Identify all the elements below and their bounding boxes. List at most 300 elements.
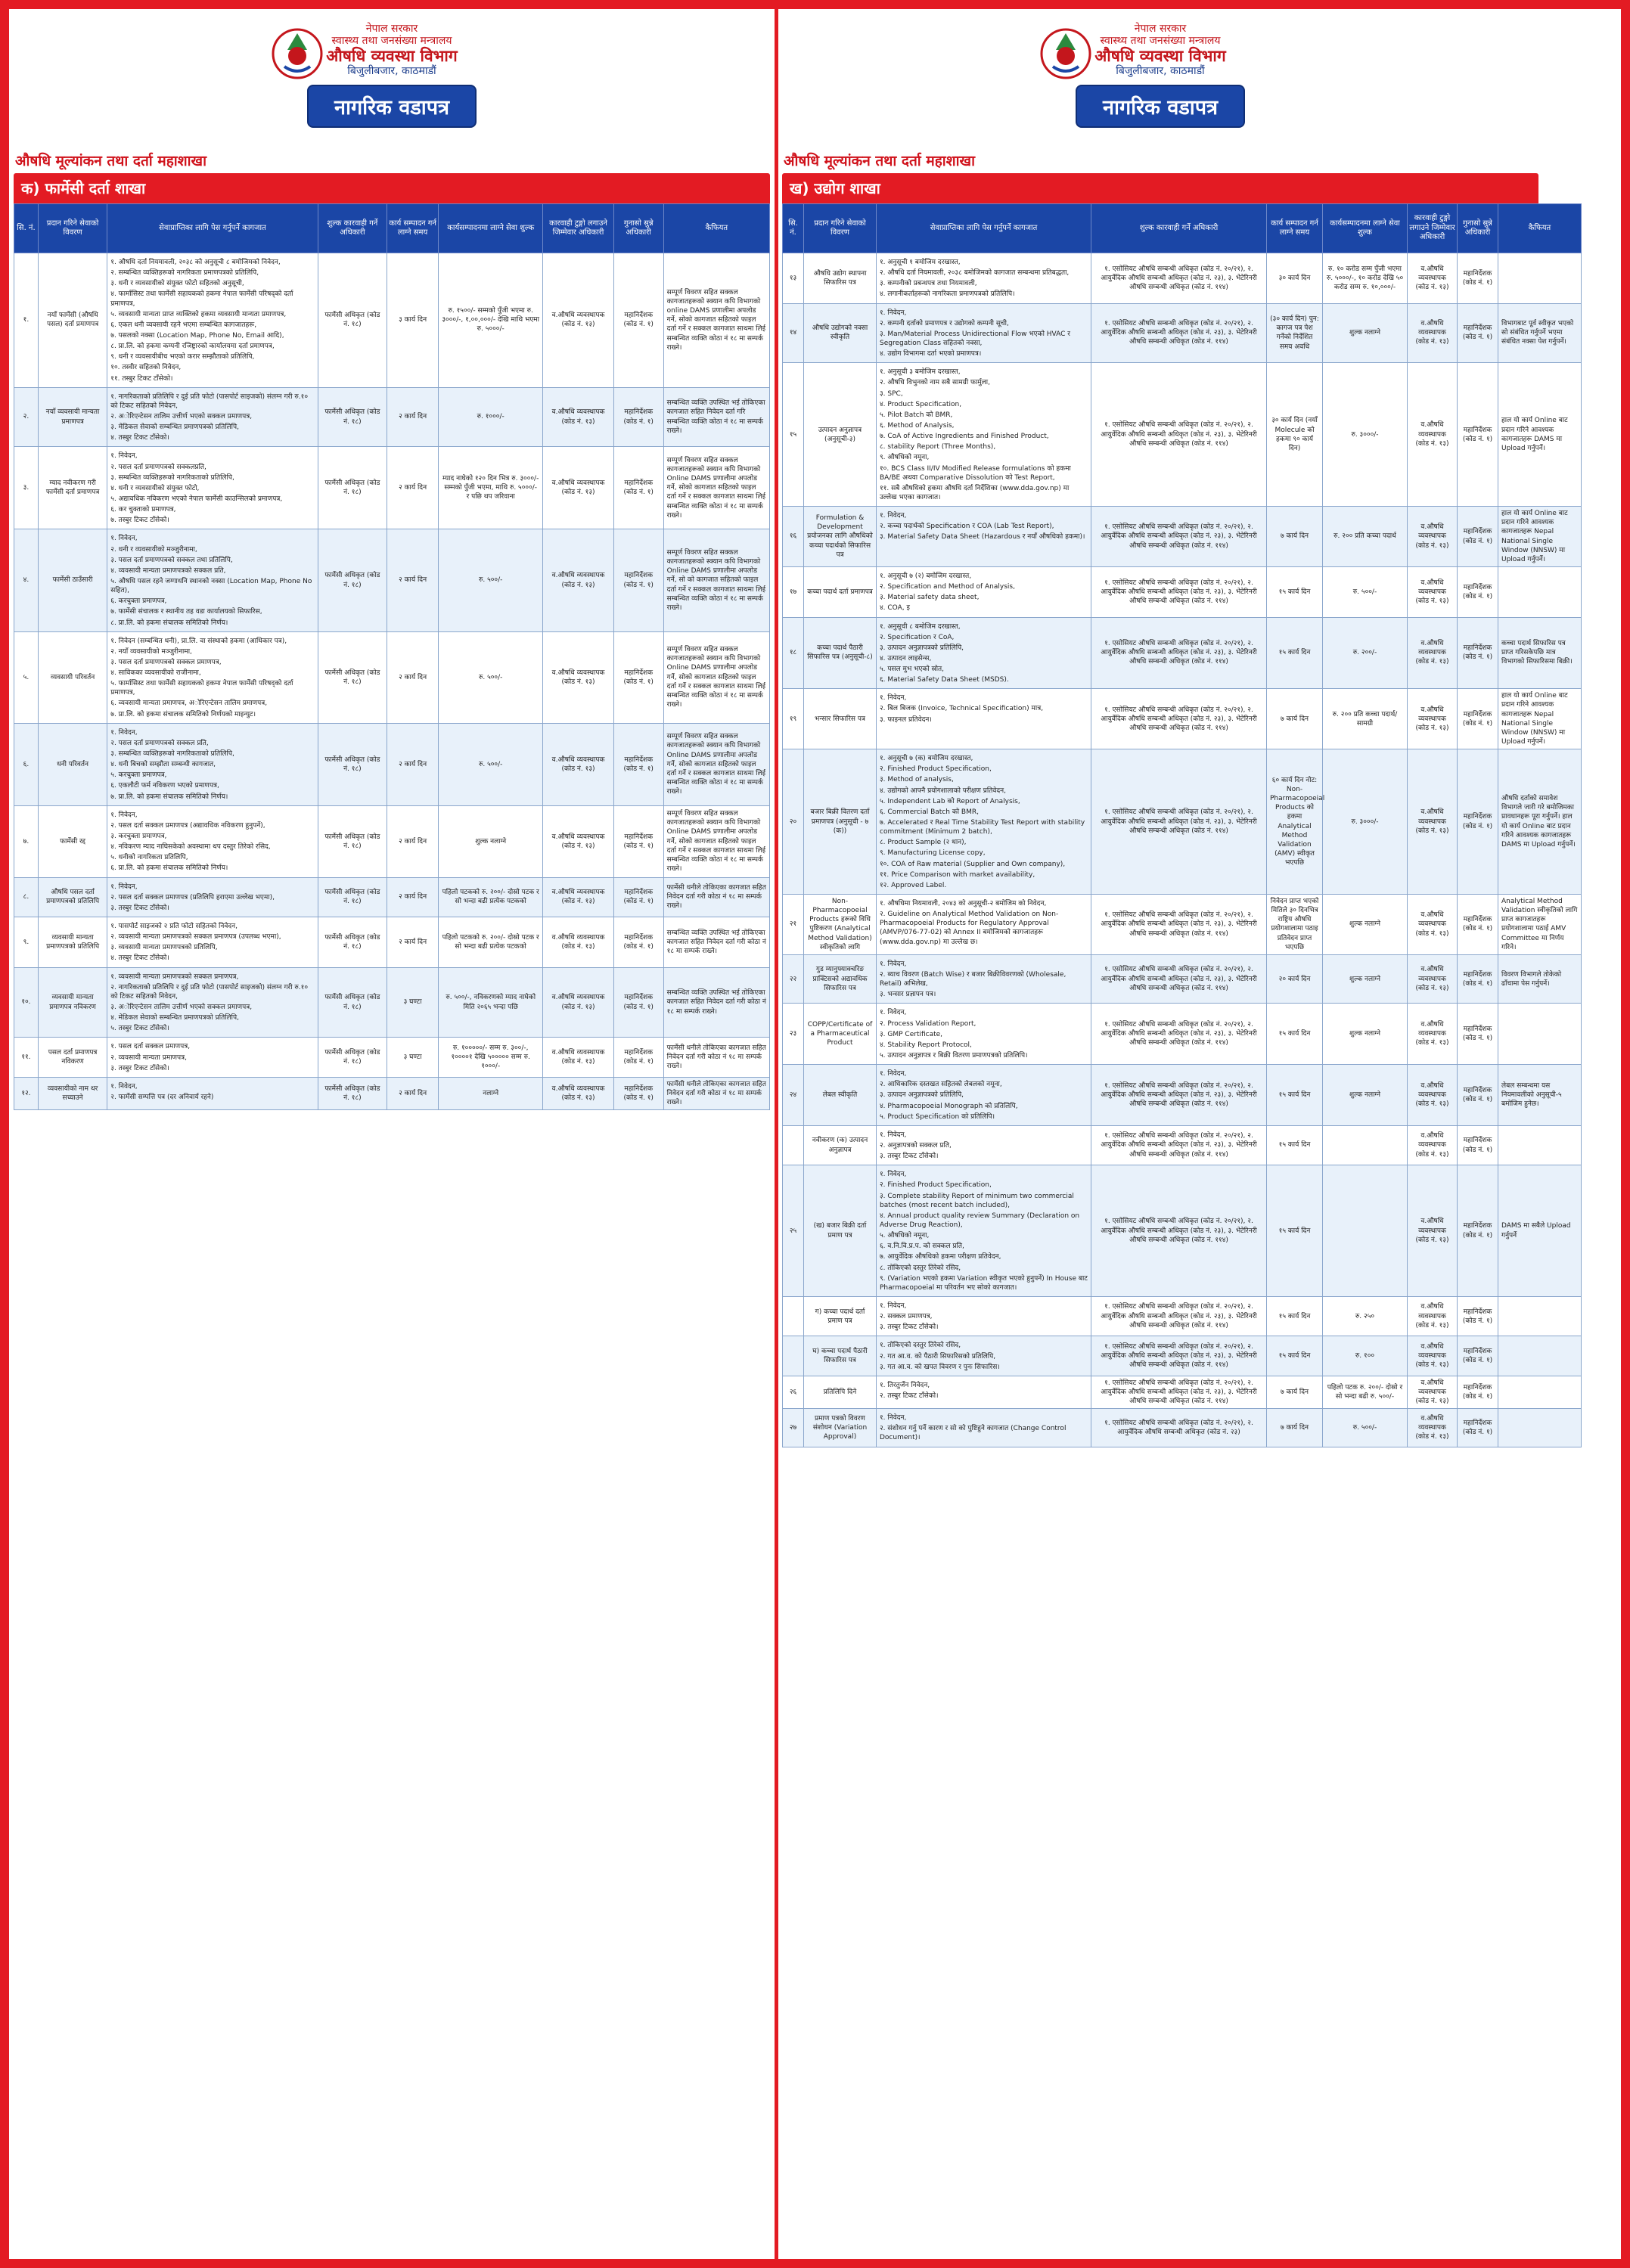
cell-remarks <box>1498 1125 1582 1165</box>
cell-sn: १२. <box>14 1077 39 1109</box>
cell-sn: ९. <box>14 917 39 968</box>
cell-sn: ५. <box>14 631 39 723</box>
cell-fee: रु. ५००/- <box>1323 566 1408 617</box>
doc-item: ४. Product Specification, <box>880 400 962 408</box>
cell-grievance: महानिर्देशक (कोड नं. १) <box>1458 303 1498 363</box>
ministry-name: स्वास्थ्य तथा जनसंख्या मन्त्रालय <box>331 35 452 48</box>
doc-item: २. Guideline on Analytical Method Validation on Non-Pharmacopoeial Products for Regulatory Approval (AMVP/076-77-02) को Annex II बमोजिमको कागजातहरू (www.dda.gov.np) मा उल्लेख छ। <box>880 911 1059 946</box>
doc-item: २. तस्बुर टिकट टाँसेको। <box>880 1392 939 1400</box>
doc-item: १. निवेदन (सम्बन्धित धनी), प्रा.लि. वा संस्थाको हकमा (आधिकार पत्र), <box>110 637 287 645</box>
doc-item: २. पसल दर्ता सक्कल प्रमाणपत्र (अद्यावधिक नविकरण हुनुपर्ने), <box>110 821 265 830</box>
doc-item: १०. COA of Raw material (Supplier and Own company), <box>880 860 1066 868</box>
doc-item: ६. कर चुक्ताको प्रमाणपत्र, <box>110 506 176 514</box>
cell-resp: व.औषधि व्यवस्थापक (कोड नं. १३) <box>1408 1296 1458 1336</box>
table-row <box>783 1165 1582 1297</box>
cell-docs <box>107 967 318 1038</box>
doc-item: ३. पसल दर्ता प्रमाणपत्रको सक्कल प्रमाणपत्र, <box>110 658 222 666</box>
right-panel <box>782 9 1578 2259</box>
cell-officer: १. एसोसियट औषधि सम्बन्धी अधिकृत (कोड नं. २०/२१), २. आयुर्वेदिक औषधि सम्बन्धी अधिकृत (कोड नं. २३) <box>1091 1409 1267 1447</box>
cell-officer: १. एसोसियट औषधि सम्बन्धी अधिकृत (कोड नं. २०/२१), २. आयुर्वेदिक औषधि सम्बन्धी अधिकृत (कोड नं. २३), ३. भेटेरिनरी औषधि सम्बन्धी अधिकृत (कोड नं. ११४) <box>1091 749 1267 895</box>
doc-item: १. अनुसूची ८ बमोजिम दरखास्त, <box>880 622 961 631</box>
doc-item: २. संशोधन गर्नु पर्ने कारण र सो को पुष्टिहुने कागजात (Change Control Document)। <box>880 1425 1066 1442</box>
cell-resp: व.औषधि व्यवस्थापक (कोड नं. १३) <box>1408 253 1458 304</box>
cell-grievance: महानिर्देशक (कोड नं. १) <box>1458 749 1498 895</box>
doc-item: १. निवेदन, <box>110 728 138 737</box>
cell-officer: फार्मेसी अधिकृत (कोड नं. १८) <box>318 967 387 1038</box>
cell-sn: ८. <box>14 877 39 917</box>
cell-docs <box>107 387 318 447</box>
cell-sn: २३ <box>783 1004 804 1065</box>
doc-item: २. नागरिकताको प्रतिलिपि र दुई प्रति फोटो (पासपोर्ट साइजको) संलग्न गरी रु.१० को टिकट सहितको निवेदन, <box>110 983 309 1001</box>
doc-item: ८. प्रा.लि. को हकमा कम्पनी रजिष्ट्रारको कार्यालयमा दर्ता प्रमाणपत्र, <box>110 343 275 351</box>
table-row <box>783 363 1582 507</box>
doc-item: ४. नविकरण म्याद नाघिसकेको अवस्थामा थप दस्तुर तिरेको रसिद, <box>110 843 271 852</box>
column-header: गुनासो सुन्ने अधिकारी <box>1458 204 1498 253</box>
cell-remarks: फार्मेसी धनीले तोकिएका कागजात सहित निवेदन दर्ता गरी कोठा नं १८ मा सम्पर्क राख्ने। <box>663 1077 769 1109</box>
doc-item: ५. अद्यावधिक नविकरण भएको नेपाल फार्मेसी काउन्सिलको प्रमाणपत्र, <box>110 495 283 503</box>
doc-item: ५. फार्मासिस्ट तथा फार्मेसी सहायकको हकमा नेपाल फार्मेसी परिषद्को दर्ता प्रमाणपत्र, <box>110 680 293 697</box>
table-row <box>14 967 770 1038</box>
cell-service: धनी परिवर्तन <box>38 723 107 805</box>
cell-grievance: महानिर्देशक (कोड नं. १) <box>613 917 663 968</box>
department-name: औषधि व्यवस्था विभाग <box>326 47 458 66</box>
doc-item: ३. तस्बुर टिकट टाँसेको। <box>880 1153 939 1161</box>
cell-time: १५ कार्य दिन <box>1267 1296 1323 1336</box>
doc-item: ३. Man/Material Process Unidirectional Flow भएको HVAC र Segregation Class सहितको नक्सा, <box>880 330 1070 347</box>
doc-item: २. ब्याच विवरण (Batch Wise) र बजार बिक्रीविवरणको (Wholesale, Retail) अभिलेख, <box>880 971 1066 988</box>
doc-item: ३. Material safety data sheet, <box>880 594 980 602</box>
cell-remarks: हाल यो कार्य Online बाट प्रदान गरिने आवश्यक कागजातहरू Nepal National Single Window (NNSW) मा Upload गर्नुपर्ने। <box>1498 689 1582 749</box>
doc-item: ५. Independent Lab को Report of Analysis, <box>880 797 1020 805</box>
column-header: कारवाही टुङ्गो लगाउने जिम्मेवार अधिकारी <box>1408 204 1458 253</box>
doc-item: २. Specification and Method of Analysis, <box>880 583 1015 591</box>
cell-docs <box>877 895 1091 955</box>
left-panel <box>14 9 770 2259</box>
cell-officer: १. एसोसियट औषधि सम्बन्धी अधिकृत (कोड नं. २०/२१), २. आयुर्वेदिक औषधि सम्बन्धी अधिकृत (कोड नं. २३), ३. भेटेरिनरी औषधि सम्बन्धी अधिकृत (कोड नं. ११४) <box>1091 1125 1267 1165</box>
cell-officer: फार्मेसी अधिकृत (कोड नं. १८) <box>318 1077 387 1109</box>
doc-item: २. धनी र व्यवसायीको मञ्जुरीनामा, <box>110 545 197 554</box>
table-row <box>783 954 1582 1004</box>
cell-time: २ कार्य दिन <box>387 1077 439 1109</box>
division-title: औषधि मूल्यांकन तथा दर्ता महाशाखा <box>784 153 976 169</box>
cell-grievance: महानिर्देशक (कोड नं. १) <box>1458 1296 1498 1336</box>
cell-resp: व.औषधि व्यवस्थापक (कोड नं. १३) <box>1408 1409 1458 1447</box>
cell-grievance: महानिर्देशक (कोड नं. १) <box>1458 1336 1498 1376</box>
cell-sn: २० <box>783 749 804 895</box>
column-header: कार्यसम्पादनमा लाग्ने सेवा शुल्क <box>439 204 543 253</box>
nepal-emblem-icon <box>1039 27 1092 80</box>
doc-item: ४. लगानीकर्ताहरूको नागरिकता प्रमाणपत्रको प्रतिलिपि। <box>880 290 1015 299</box>
doc-item: ८. तोकिएको दस्तुर तिरेको रसिद, <box>880 1264 961 1272</box>
doc-item: ६. प्रा.लि. को हकमा संचालक समितिको निर्णय। <box>110 864 228 873</box>
cell-grievance: महानिर्देशक (कोड नं. १) <box>613 1038 663 1077</box>
table-row <box>783 507 1582 567</box>
cell-officer: फार्मेसी अधिकृत (कोड नं. १८) <box>318 387 387 447</box>
cell-sn: ११. <box>14 1038 39 1077</box>
doc-item: ३. कम्पनीको प्रबन्धपत्र तथा नियमावली, <box>880 280 977 288</box>
table-row <box>783 253 1582 304</box>
doc-item: ३. उत्पादन अनुज्ञापत्रको प्रतिलिपि, <box>880 644 964 652</box>
cell-time: ७ कार्य दिन <box>1267 1409 1323 1447</box>
column-header: प्रदान गरिने सेवाको विवरण <box>804 204 877 253</box>
doc-item: २. आधिकारिक दस्तखत सहितको लेबलको नमूना, <box>880 1081 1002 1089</box>
doc-item: ३. फाइनल प्रतिवेदन। <box>880 715 932 724</box>
cell-remarks: सम्बन्धित व्यक्ति उपस्थित भई तोकिएका कागजात सहित निवेदन दर्ता गरी कोठा नं १८ मा सम्पर्क राख्ने। <box>663 917 769 968</box>
doc-item: १. निवेदन, <box>880 1131 907 1139</box>
doc-item: ४. मेडिकल सेवाको सम्बन्धित प्रमाणपत्रको प्रतिलिपि, <box>110 1014 239 1022</box>
cell-docs <box>107 1038 318 1077</box>
cell-officer: १. एसोसियट औषधि सम्बन्धी अधिकृत (कोड नं. २०/२१), २. आयुर्वेदिक औषधि सम्बन्धी अधिकृत (कोड नं. २३), ३. भेटेरिनरी औषधि सम्बन्धी अधिकृत (कोड नं. ११४) <box>1091 617 1267 689</box>
industry-services-table <box>782 203 1582 1447</box>
cell-grievance: महानिर्देशक (कोड नं. १) <box>1458 1065 1498 1126</box>
cell-docs <box>877 1004 1091 1065</box>
table-row <box>783 1065 1582 1126</box>
cell-fee: शुल्क नलाग्ने <box>1323 303 1408 363</box>
doc-item: १. निवेदन, <box>110 883 138 891</box>
cell-time: २ कार्य दिन <box>387 917 439 968</box>
cell-officer: १. एसोसियट औषधि सम्बन्धी अधिकृत (कोड नं. २०/२१), २. आयुर्वेदिक औषधि सम्बन्धी अधिकृत (कोड नं. २३), ३. भेटेरिनरी औषधि सम्बन्धी अधिकृत (कोड नं. ११४) <box>1091 895 1267 955</box>
cell-remarks: सम्पूर्ण विवरण सहित सक्कल कागजातहरूको स्क्यान कपि विभागको Online DAMS प्रणालीमा अपलोड गर्ने, सोको कागजात सहितको फाइल दर्ता गर्ने र सक्कल कागजात साथमा लिई सम्बन्धित व्यक्ति कोठा नं १८ मा सम्पर्क राख्ने। <box>663 723 769 805</box>
doc-item: ३. धनी र व्यवसायीको संयुक्त फोटो सहितको अनुसूची, <box>110 280 244 288</box>
cell-grievance: महानिर्देशक (कोड नं. १) <box>1458 1376 1498 1408</box>
doc-item: २. अनुज्ञापत्रको सक्कल प्रति, <box>880 1141 952 1150</box>
cell-docs <box>107 877 318 917</box>
doc-item: ४. उद्योगको आफ्नै प्रयोगशालाको परीक्षण प्रतिवेदन, <box>880 787 1006 795</box>
cell-remarks: सम्पूर्ण विवरण सहित सक्कल कागजातहरूको स्क्यान कपि विभागको online DAMS प्रणालीमा अपलोड गर्ने, सोको कागजात सहितको फाइल दर्ता गर्ने र सक्कल कागजात साथमा लिई सम्बन्धित व्यक्ति कोठा नं १८ मा सम्पर्क राख्ने। <box>663 253 769 388</box>
cell-officer: १. एसोसियट औषधि सम्बन्धी अधिकृत (कोड नं. २०/२१), २. आयुर्वेदिक औषधि सम्बन्धी अधिकृत (कोड नं. २३), ३. भेटेरिनरी औषधि सम्बन्धी अधिकृत (कोड नं. ११४) <box>1091 1065 1267 1126</box>
table-row <box>14 1077 770 1109</box>
cell-docs <box>107 723 318 805</box>
cell-docs <box>107 1077 318 1109</box>
cell-grievance: महानिर्देशक (कोड नं. १) <box>613 253 663 388</box>
cell-service: प्रमाण पत्रको विवरण संशोधन (Variation Approval) <box>804 1409 877 1447</box>
cell-remarks: Analytical Method Validation स्वीकृतिको लागि प्राप्त कागजातहरू प्रयोगशालामा पठाई AMV Committee मा निर्णय गरिने। <box>1498 895 1582 955</box>
cell-docs <box>877 1125 1091 1165</box>
cell-officer: फार्मेसी अधिकृत (कोड नं. १८) <box>318 253 387 388</box>
doc-item: ७. आयुर्वेदिक औषधिको हकमा परीक्षण प्रतिवेदन, <box>880 1253 1001 1261</box>
cell-service: लेबल स्वीकृति <box>804 1065 877 1126</box>
cell-remarks: विवरण विभागले तोकेको ढाँचामा पेस गर्नुपर्ने। <box>1498 954 1582 1004</box>
doc-item: २. पसल दर्ता प्रमाणपत्रको सक्कलप्रति, <box>110 463 206 471</box>
cell-fee: शुल्क नलाग्ने <box>1323 954 1408 1004</box>
cell-fee: रु. ५००/- <box>1323 1409 1408 1447</box>
doc-item: ४. साविकका व्यवसायीको राजीनामा, <box>110 669 201 678</box>
cell-fee: पहिलो पटकको रु. २००/- दोस्रो पटक र सो भन्दा बढी प्रत्येक पटकको <box>439 917 543 968</box>
cell-docs <box>877 1065 1091 1126</box>
cell-time: १५ कार्य दिन <box>1267 1065 1323 1126</box>
cell-officer: फार्मेसी अधिकृत (कोड नं. १८) <box>318 1038 387 1077</box>
doc-item: ४. उत्पादन लाइसेन्स, <box>880 654 932 662</box>
column-header: सि. नं. <box>14 204 39 253</box>
ministry-name: स्वास्थ्य तथा जनसंख्या मन्त्रालय <box>1100 35 1221 48</box>
charter-title: नागरिक वडापत्र <box>307 85 477 128</box>
cell-resp: व.औषधि व्यवस्थापक (कोड नं. १३) <box>543 917 614 968</box>
cell-fee: रु. १०००/- <box>439 387 543 447</box>
nepal-emblem-icon <box>271 27 324 80</box>
doc-item: ६. Material Safety Data Sheet (MSDS). <box>880 676 1009 684</box>
cell-time: (३० कार्य दिन) पुन: कागज पत्र पेश गर्नेको निर्देशित समय अवधि <box>1267 303 1323 363</box>
cell-time: १५ कार्य दिन <box>1267 1125 1323 1165</box>
cell-service: गुड म्यानुफ्याक्चरिङ प्राक्टिसको अद्यावधिक सिफारिस पत्र <box>804 954 877 1004</box>
cell-docs <box>877 303 1091 363</box>
cell-resp: व.औषधि व्यवस्थापक (कोड नं. १३) <box>1408 1004 1458 1065</box>
doc-item: २. कम्पनी दर्ताको प्रमाणपत्र र उद्योगको कम्पनी सूची, <box>880 319 1009 327</box>
cell-service: औषधि पसल दर्ता प्रमाणपत्रको प्रतिलिपि <box>38 877 107 917</box>
cell-fee: शुल्क नलाग्ने <box>1323 1065 1408 1126</box>
table-header <box>14 204 770 253</box>
table-row <box>14 253 770 388</box>
cell-grievance: महानिर्देशक (कोड नं. १) <box>1458 1125 1498 1165</box>
cell-service: नयाँ फार्मेसी (औषधि पसल) दर्ता प्रमाणपत्र <box>38 253 107 388</box>
cell-sn: १८ <box>783 617 804 689</box>
cell-officer: १. एसोसियट औषधि सम्बन्धी अधिकृत (कोड नं. २०/२१), २. आयुर्वेदिक औषधि सम्बन्धी अधिकृत (कोड नं. २३), ३. भेटेरिनरी औषधि सम्बन्धी अधिकृत (कोड नं. ११४) <box>1091 1165 1267 1297</box>
doc-item: १. अनुसूची ७ (क) बमोजिम दरखास्त, <box>880 755 973 763</box>
cell-service: Formulation & Development प्रयोजनका लागि औषधिको कच्चा पदार्थको सिफारिस पत्र <box>804 507 877 567</box>
cell-officer: १. एसोसियट औषधि सम्बन्धी अधिकृत (कोड नं. २०/२१), २. आयुर्वेदिक औषधि सम्बन्धी अधिकृत (कोड नं. २३), ३. भेटेरिनरी औषधि सम्बन्धी अधिकृत (कोड नं. ११४) <box>1091 507 1267 567</box>
cell-sn: ६. <box>14 723 39 805</box>
doc-item: २. फार्मेसी सम्पत्ति पत्र (दर अनिवार्य रहने) <box>110 1093 214 1101</box>
cell-officer: १. एसोसियट औषधि सम्बन्धी अधिकृत (कोड नं. २०/२१), २. आयुर्वेदिक औषधि सम्बन्धी अधिकृत (कोड नं. २३), ३. भेटेरिनरी औषधि सम्बन्धी अधिकृत (कोड नं. ११४) <box>1091 1336 1267 1376</box>
doc-item: ३. सम्बन्धित व्यक्तिहरूको नागरिकताको प्रतिलिपि, <box>110 750 234 759</box>
cell-grievance: महानिर्देशक (कोड नं. १) <box>1458 507 1498 567</box>
column-header: गुनासो सुन्ने अधिकारी <box>613 204 663 253</box>
cell-service: व्यवसायी परिवर्तन <box>38 631 107 723</box>
doc-item: २. औषधि विभुनको नाम सबै सामग्री फार्मुला, <box>880 379 990 387</box>
table-body <box>783 253 1582 1447</box>
doc-item: ९. Manufacturing License copy, <box>880 849 986 858</box>
cell-sn: २२ <box>783 954 804 1004</box>
table-row <box>783 566 1582 617</box>
cell-remarks: विभागबाट पूर्व स्वीकृत भएको सो संबंधित गर्नुपर्ने भएमा संबंधित नक्सा पेश गर्नुपर्ने। <box>1498 303 1582 363</box>
doc-item: १. निवेदन, <box>110 811 138 819</box>
doc-item: ७. प्रा.लि. को हकमा संचालक समितिको निर्णयको माइन्युट। <box>110 710 256 718</box>
cell-service: (ख) बजार बिक्री दर्ता प्रमाण पत्र <box>804 1165 877 1297</box>
doc-item: १०. तस्वीर सहितको निवेदन, <box>110 364 182 372</box>
cell-time: ३० कार्य दिन <box>1267 253 1323 304</box>
cell-sn: १५ <box>783 363 804 507</box>
doc-item: १. अनुसूची ३ बमोजिम दरखास्त, <box>880 368 961 377</box>
cell-officer: फार्मेसी अधिकृत (कोड नं. १८) <box>318 447 387 529</box>
doc-item: ३. तस्बुर टिकट टाँसेको। <box>110 904 169 912</box>
cell-fee: रु. ५००/- <box>439 723 543 805</box>
table-row <box>14 631 770 723</box>
doc-item: १. तोकिएको दस्तुर तिरेको रसिद, <box>880 1342 961 1350</box>
division-title: औषधि मूल्यांकन तथा दर्ता महाशाखा <box>15 153 207 169</box>
cell-resp: व.औषधि व्यवस्थापक (कोड नं. १३) <box>1408 689 1458 749</box>
cell-resp: व.औषधि व्यवस्थापक (कोड नं. १३) <box>543 1077 614 1109</box>
cell-service: COPP/Certificate of a Pharmaceutical Product <box>804 1004 877 1065</box>
cell-service: नयाँ व्यवसायी मान्यता प्रमाणपत्र <box>38 387 107 447</box>
doc-item: २. सक्कल प्रमाणपत्र, <box>880 1313 933 1321</box>
doc-item: ६. एकल धनी व्यवसायी रहने भएमा सम्बन्धित कागजातहरू, <box>110 321 257 329</box>
cell-officer: १. एसोसियट औषधि सम्बन्धी अधिकृत (कोड नं. २०/२१), २. आयुर्वेदिक औषधि सम्बन्धी अधिकृत (कोड नं. २३), ३. भेटेरिनरी औषधि सम्बन्धी अधिकृत (कोड नं. ११४) <box>1091 1296 1267 1336</box>
table-row <box>783 895 1582 955</box>
table-row <box>14 723 770 805</box>
cell-grievance: महानिर्देशक (कोड नं. १) <box>1458 253 1498 304</box>
cell-officer: फार्मेसी अधिकृत (कोड नं. १८) <box>318 631 387 723</box>
doc-item: २. नयाँ व्यवसायीको मञ्जुरीनामा, <box>110 647 192 656</box>
cell-resp: व.औषधि व्यवस्थापक (कोड नं. १३) <box>543 631 614 723</box>
cell-service: प्रतिलिपि दिने <box>804 1376 877 1408</box>
cell-docs <box>877 507 1091 567</box>
cell-docs <box>107 447 318 529</box>
cell-time: २ कार्य दिन <box>387 387 439 447</box>
cell-resp: व.औषधि व्यवस्थापक (कोड नं. १३) <box>543 253 614 388</box>
cell-service: पसल दर्ता प्रमाणपत्र नविकरण <box>38 1038 107 1077</box>
pharmacy-services-table <box>14 203 770 1110</box>
doc-item: ५. धनीको नागरिकता प्रतिलिपि, <box>110 854 188 862</box>
cell-remarks: सम्बन्धित व्यक्ति उपस्थित भई तोकिएका कागजात सहित निवेदन दर्ता गरि सम्बन्धित व्यक्ति कोठा नं १८ मा सम्पर्क राख्ने। <box>663 387 769 447</box>
cell-grievance: महानिर्देशक (कोड नं. १) <box>613 387 663 447</box>
doc-item: २. व्यवसायी मान्यता प्रमाणपत्र, <box>110 1053 187 1062</box>
cell-sn: २. <box>14 387 39 447</box>
cell-resp: व.औषधि व्यवस्थापक (कोड नं. १३) <box>1408 1376 1458 1408</box>
cell-sn: १४ <box>783 303 804 363</box>
cell-time: २ कार्य दिन <box>387 805 439 877</box>
cell-officer: १. एसोसियट औषधि सम्बन्धी अधिकृत (कोड नं. २०/२१), २. आयुर्वेदिक औषधि सम्बन्धी अधिकृत (कोड नं. २३), ३. भेटेरिनरी औषधि सम्बन्धी अधिकृत (कोड नं. ११४) <box>1091 1004 1267 1065</box>
column-header: प्रदान गरिने सेवाको विवरण <box>38 204 107 253</box>
doc-item: १. तिरतुर्जेन निवेदन, <box>880 1381 930 1389</box>
doc-item: १. निवेदन, <box>880 1171 907 1179</box>
cell-remarks: फार्मेसी धनीले तोकिएका कागजात सहित निवेदन दर्ता गरी कोठा नं १८ मा सम्पर्क राख्ने। <box>663 1038 769 1077</box>
cell-time: १५ कार्य दिन <box>1267 1336 1323 1376</box>
cell-docs <box>877 1165 1091 1297</box>
cell-officer: १. एसोसियट औषधि सम्बन्धी अधिकृत (कोड नं. २०/२१), २. आयुर्वेदिक औषधि सम्बन्धी अधिकृत (कोड नं. २३), ३. भेटेरिनरी औषधि सम्बन्धी अधिकृत (कोड नं. ११४) <box>1091 566 1267 617</box>
doc-item: ७. Accelerated र Real Time Stability Test Report with stability commitment (Minimum 2 batch), <box>880 819 1085 836</box>
cell-grievance: महानिर्देशक (कोड नं. १) <box>1458 689 1498 749</box>
doc-item: ७. प्रा.लि. को हकमा संचालक समितिको निर्णय। <box>110 793 228 801</box>
cell-service: कच्चा पदार्थ पैठारी सिफारिस पत्र (अनुसूची-८) <box>804 617 877 689</box>
cell-remarks: हाल यो कार्य Online बाट प्रदान गरिने आवश्यक कागजातहरू DAMS मा Upload गर्नुपर्ने। <box>1498 363 1582 507</box>
cell-service: औषधि उद्योगको नक्सा स्वीकृति <box>804 303 877 363</box>
cell-resp: व.औषधि व्यवस्थापक (कोड नं. १३) <box>543 877 614 917</box>
cell-service: फार्मेसी रद्द <box>38 805 107 877</box>
cell-sn <box>783 1296 804 1336</box>
cell-resp: व.औषधि व्यवस्थापक (कोड नं. १३) <box>543 387 614 447</box>
cell-officer: १. एसोसियट औषधि सम्बन्धी अधिकृत (कोड नं. २०/२१), २. आयुर्वेदिक औषधि सम्बन्धी अधिकृत (कोड नं. २३), ३. भेटेरिनरी औषधि सम्बन्धी अधिकृत (कोड नं. ११४) <box>1091 689 1267 749</box>
cell-remarks: सम्पूर्ण विवरण सहित सक्कल कागजातहरूको स्क्यान कपि विभागको Online DAMS प्रणालीमा अपलोड गर्ने, सोको कागजात सहितको फाइल दर्ता गर्ने र सक्कल कागजात साथमा लिई सम्बन्धित व्यक्ति कोठा नं १८ मा सम्पर्क राख्ने। <box>663 805 769 877</box>
cell-sn: २६ <box>783 1376 804 1408</box>
cell-grievance: महानिर्देशक (कोड नं. १) <box>1458 617 1498 689</box>
cell-grievance: महानिर्देशक (कोड नं. १) <box>613 447 663 529</box>
cell-time: १५ कार्य दिन <box>1267 566 1323 617</box>
doc-item: ६. व्यवसायी मान्यता प्रमाणपत्र, अोरिएन्टेसन तालिम प्रमाणपत्र, <box>110 700 268 708</box>
cell-time: ३ घण्टा <box>387 1038 439 1077</box>
doc-item: २. पसल दर्ता सक्कल प्रमाणपत्र (प्रतिलिपि हराएमा उल्लेख भएमा), <box>110 893 275 901</box>
doc-item: ३. व्यवसायी मान्यता प्रमाणपत्रको प्रतिलिपि, <box>110 944 218 952</box>
cell-resp: व.औषधि व्यवस्थापक (कोड नं. १३) <box>543 723 614 805</box>
doc-item: २. Process Validation Report, <box>880 1019 976 1028</box>
doc-item: ३. अोरिएन्टेसन तालिम उत्तीर्ण भएको सक्कल प्रमाणपत्र, <box>110 1004 253 1011</box>
doc-item: ३. Method of analysis, <box>880 776 954 784</box>
table-row <box>783 689 1582 749</box>
cell-fee: रु. १० करोड सम्म पुँजी भएमा रु. ५०००/-, १० करोड देखि ५० करोड सम्म रु. १०,०००/- <box>1323 253 1408 304</box>
doc-item: ३. गत आ.व. को खपत विवरण र पुनः सिफारिस। <box>880 1363 1000 1371</box>
doc-item: ४. तस्बुर टिकट टाँसेको। <box>110 954 169 963</box>
cell-remarks: हाल यो कार्य Online बाट प्रदान गरिने आवश्यक कागजातहरू Nepal National Single Window (NNSW) मा Upload गर्नुपर्ने। <box>1498 507 1582 567</box>
cell-docs <box>877 1376 1091 1408</box>
doc-item: १. निवेदन, <box>880 1009 907 1017</box>
cell-docs <box>107 529 318 631</box>
table-row <box>783 1004 1582 1065</box>
cell-time: निवेदन प्राप्त भएको मितिले ३० दिनभित्र राष्ट्रिय औषधि प्रयोगशालामा पठाइ प्रतिवेदन प्राप्त भएपछि <box>1267 895 1323 955</box>
doc-item: ८. Product Sample (२ थान), <box>880 839 967 847</box>
column-header: कार्य सम्पादन गर्न लाग्ने समय <box>1267 204 1323 253</box>
cell-time: २ कार्य दिन <box>387 723 439 805</box>
cell-remarks: सम्पूर्ण विवरण सहित सक्कल कागजातहरूको स्क्यान कपि विभागको Online DAMS प्रणालीमा अपलोड गर्ने, सो को कागजात सहितको फाइल दर्ता गर्ने र सक्कल कागजात साथमा लिई सम्बन्धित व्यक्ति कोठा नं १८ मा सम्पर्क राख्ने। <box>663 529 769 631</box>
doc-item: ११. तस्बुर टिकट टाँसेको। <box>110 374 173 383</box>
cell-time: २० कार्य दिन <box>1267 954 1323 1004</box>
doc-item: ८. प्रा.लि. को हकमा संचालक समितिको निर्णय। <box>110 619 228 627</box>
cell-remarks: DAMS मा सबैले Upload गर्नुपर्ने <box>1498 1165 1582 1297</box>
doc-item: ४. Pharmacopoeial Monograph को प्रतिलिपि, <box>880 1102 1018 1110</box>
table-body <box>14 253 770 1110</box>
doc-item: ३. Material Safety Data Sheet (Hazardous र नयाँ औषधिको हकमा)। <box>880 533 1085 541</box>
doc-item: १. निवेदन, <box>880 960 907 968</box>
cell-docs <box>877 1409 1091 1447</box>
cell-officer: १. एसोसियट औषधि सम्बन्धी अधिकृत (कोड नं. २०/२१), २. आयुर्वेदिक औषधि सम्बन्धी अधिकृत (कोड नं. २३), ३. भेटेरिनरी औषधि सम्बन्धी अधिकृत (कोड नं. ११४) <box>1091 253 1267 304</box>
cell-grievance: महानिर्देशक (कोड नं. १) <box>613 631 663 723</box>
doc-item: ११. सबै औषधिको हकमा औषधि दर्ता निर्देशिका (www.dda.gov.np) मा उल्लेख भएका कागजात। <box>880 484 1070 501</box>
column-header: सेवाप्राप्तिका लागि पेस गर्नुपर्ने कागजात <box>107 204 318 253</box>
cell-grievance: महानिर्देशक (कोड नं. १) <box>1458 363 1498 507</box>
cell-time: ६० कार्य दिन नोट: Non-Pharmacopoeial Products को हकमा Analytical Method Validation (AMV) स्वीकृत भएपछि <box>1267 749 1323 895</box>
cell-remarks: फार्मेसी धनीले तोकिएका कागजात सहित निवेदन दर्ता गरी कोठा नं १८ मा सम्पर्क राख्ने। <box>663 877 769 917</box>
cell-grievance: महानिर्देशक (कोड नं. १) <box>1458 566 1498 617</box>
doc-item: ५. औषधि पसल रहने जग्गाधनि स्थानको नक्सा (Location Map, Phone No सहित), <box>110 577 312 595</box>
column-header: शुल्क कारवाही गर्ने अधिकारी <box>1091 204 1267 253</box>
cell-time: १५ कार्य दिन <box>1267 1004 1323 1065</box>
cell-grievance: महानिर्देशक (कोड नं. १) <box>1458 1409 1498 1447</box>
cell-sn: ७. <box>14 805 39 877</box>
cell-sn: १. <box>14 253 39 388</box>
cell-time: २ कार्य दिन <box>387 447 439 529</box>
cell-grievance: महानिर्देशक (कोड नं. १) <box>1458 895 1498 955</box>
cell-grievance: महानिर्देशक (कोड नं. १) <box>613 529 663 631</box>
cell-officer: १. एसोसियट औषधि सम्बन्धी अधिकृत (कोड नं. २०/२१), २. आयुर्वेदिक औषधि सम्बन्धी अधिकृत (कोड नं. २३), ३. भेटेरिनरी औषधि सम्बन्धी अधिकृत (कोड नं. ११४) <box>1091 303 1267 363</box>
doc-item: ७. पसलको नक्सा (Location Map, Phone No, Email आदि), <box>110 331 284 340</box>
cell-time: १५ कार्य दिन <box>1267 617 1323 689</box>
branch-title: क) फार्मेसी दर्ता शाखा <box>14 173 770 203</box>
doc-item: २. Finished Product Specification, <box>880 765 992 774</box>
cell-time: ७ कार्य दिन <box>1267 507 1323 567</box>
table-row <box>783 1296 1582 1336</box>
cell-remarks: सम्पूर्ण विवरण सहित सक्कल कागजातहरूको स्क्यान कपि विभागको Online DAMS प्रणालीमा अपलोड गर्ने, सोको कागजात सहितको फाइल दर्ता गर्ने र सक्कल कागजात साथमा लिई सम्बन्धित व्यक्ति कोठा नं १८ मा सम्पर्क राख्ने। <box>663 631 769 723</box>
cell-service: म्याद नवीकरण गरी फार्मेसी दर्ता प्रमाणपत्र <box>38 447 107 529</box>
doc-item: १. पसल दर्ता सक्कल प्रमाणपत्र, <box>110 1043 191 1051</box>
cell-fee: शुल्क नलाग्ने <box>1323 1004 1408 1065</box>
cell-resp: व.औषधि व्यवस्थापक (कोड नं. १३) <box>543 447 614 529</box>
cell-officer: फार्मेसी अधिकृत (कोड नं. १८) <box>318 805 387 877</box>
cell-resp: व.औषधि व्यवस्थापक (कोड नं. १३) <box>1408 954 1458 1004</box>
center-divider <box>775 0 778 2268</box>
cell-time: १५ कार्य दिन <box>1267 1165 1323 1297</box>
cell-service: बजार बिक्री वितरण दर्ता प्रमाणपत्र (अनुसूची - ७ (क)) <box>804 749 877 895</box>
cell-service: भन्सार सिफारिस पत्र <box>804 689 877 749</box>
cell-fee: रु. ५००/- <box>439 631 543 723</box>
doc-item: ४. Annual product quality review Summary (Declaration on Adverse Drug Reaction), <box>880 1212 1080 1229</box>
cell-sn: १६ <box>783 507 804 567</box>
doc-item: ३. पसल दर्ता प्रमाणपत्रको सक्कल तथा प्रतिलिपि, <box>110 556 233 564</box>
doc-item: २. कच्चा पदार्थको Specification र COA (Lab Test Report), <box>880 523 1054 531</box>
cell-time: २ कार्य दिन <box>387 529 439 631</box>
cell-docs <box>877 1296 1091 1336</box>
cell-fee: रु. ३०००/- <box>1323 363 1408 507</box>
cell-fee: रु. २०० प्रति कच्चा पदार्थ <box>1323 507 1408 567</box>
doc-item: १. निवेदन, <box>110 535 138 543</box>
doc-item: २. Finished Product Specification, <box>880 1181 992 1190</box>
table-row <box>783 1125 1582 1165</box>
